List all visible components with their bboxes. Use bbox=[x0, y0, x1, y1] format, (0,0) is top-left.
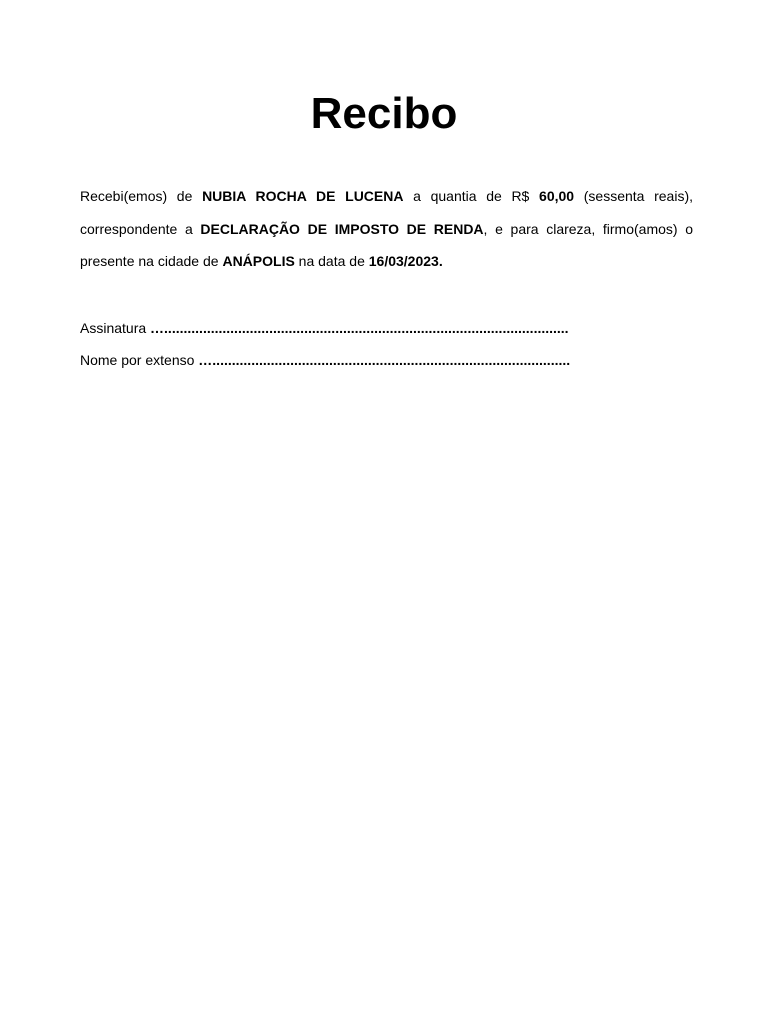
full-name-dots: …............................................................................................ bbox=[198, 352, 571, 368]
signature-label: Assinatura bbox=[80, 320, 151, 336]
signature-line bbox=[80, 318, 693, 338]
page-title: Recibo bbox=[310, 89, 458, 138]
body-text-1: Recebi(emos) de bbox=[80, 188, 203, 204]
receipt-paragraph bbox=[80, 180, 693, 278]
signature-dots: …........................................................................................................ bbox=[150, 320, 569, 336]
service-description: DECLARAÇÃO DE IMPOSTO DE RENDA bbox=[200, 220, 484, 237]
receipt-date: 16/03/2023. bbox=[368, 253, 443, 269]
full-name-line bbox=[80, 350, 693, 370]
body-text-5: na data de bbox=[294, 253, 369, 269]
city-name: ANÁPOLIS bbox=[222, 253, 295, 269]
body-text-4: , e para clareza, firmo(amos) o presente na cidade de bbox=[80, 220, 693, 269]
amount-value: 60,00 bbox=[539, 188, 575, 204]
payer-name: NUBIA ROCHA DE LUCENA bbox=[202, 188, 404, 204]
body-text-3: (sessenta reais), correspondente a bbox=[80, 188, 694, 237]
body-text-2: a quantia de R$ bbox=[403, 188, 540, 204]
full-name-label: Nome por extenso bbox=[80, 352, 199, 368]
